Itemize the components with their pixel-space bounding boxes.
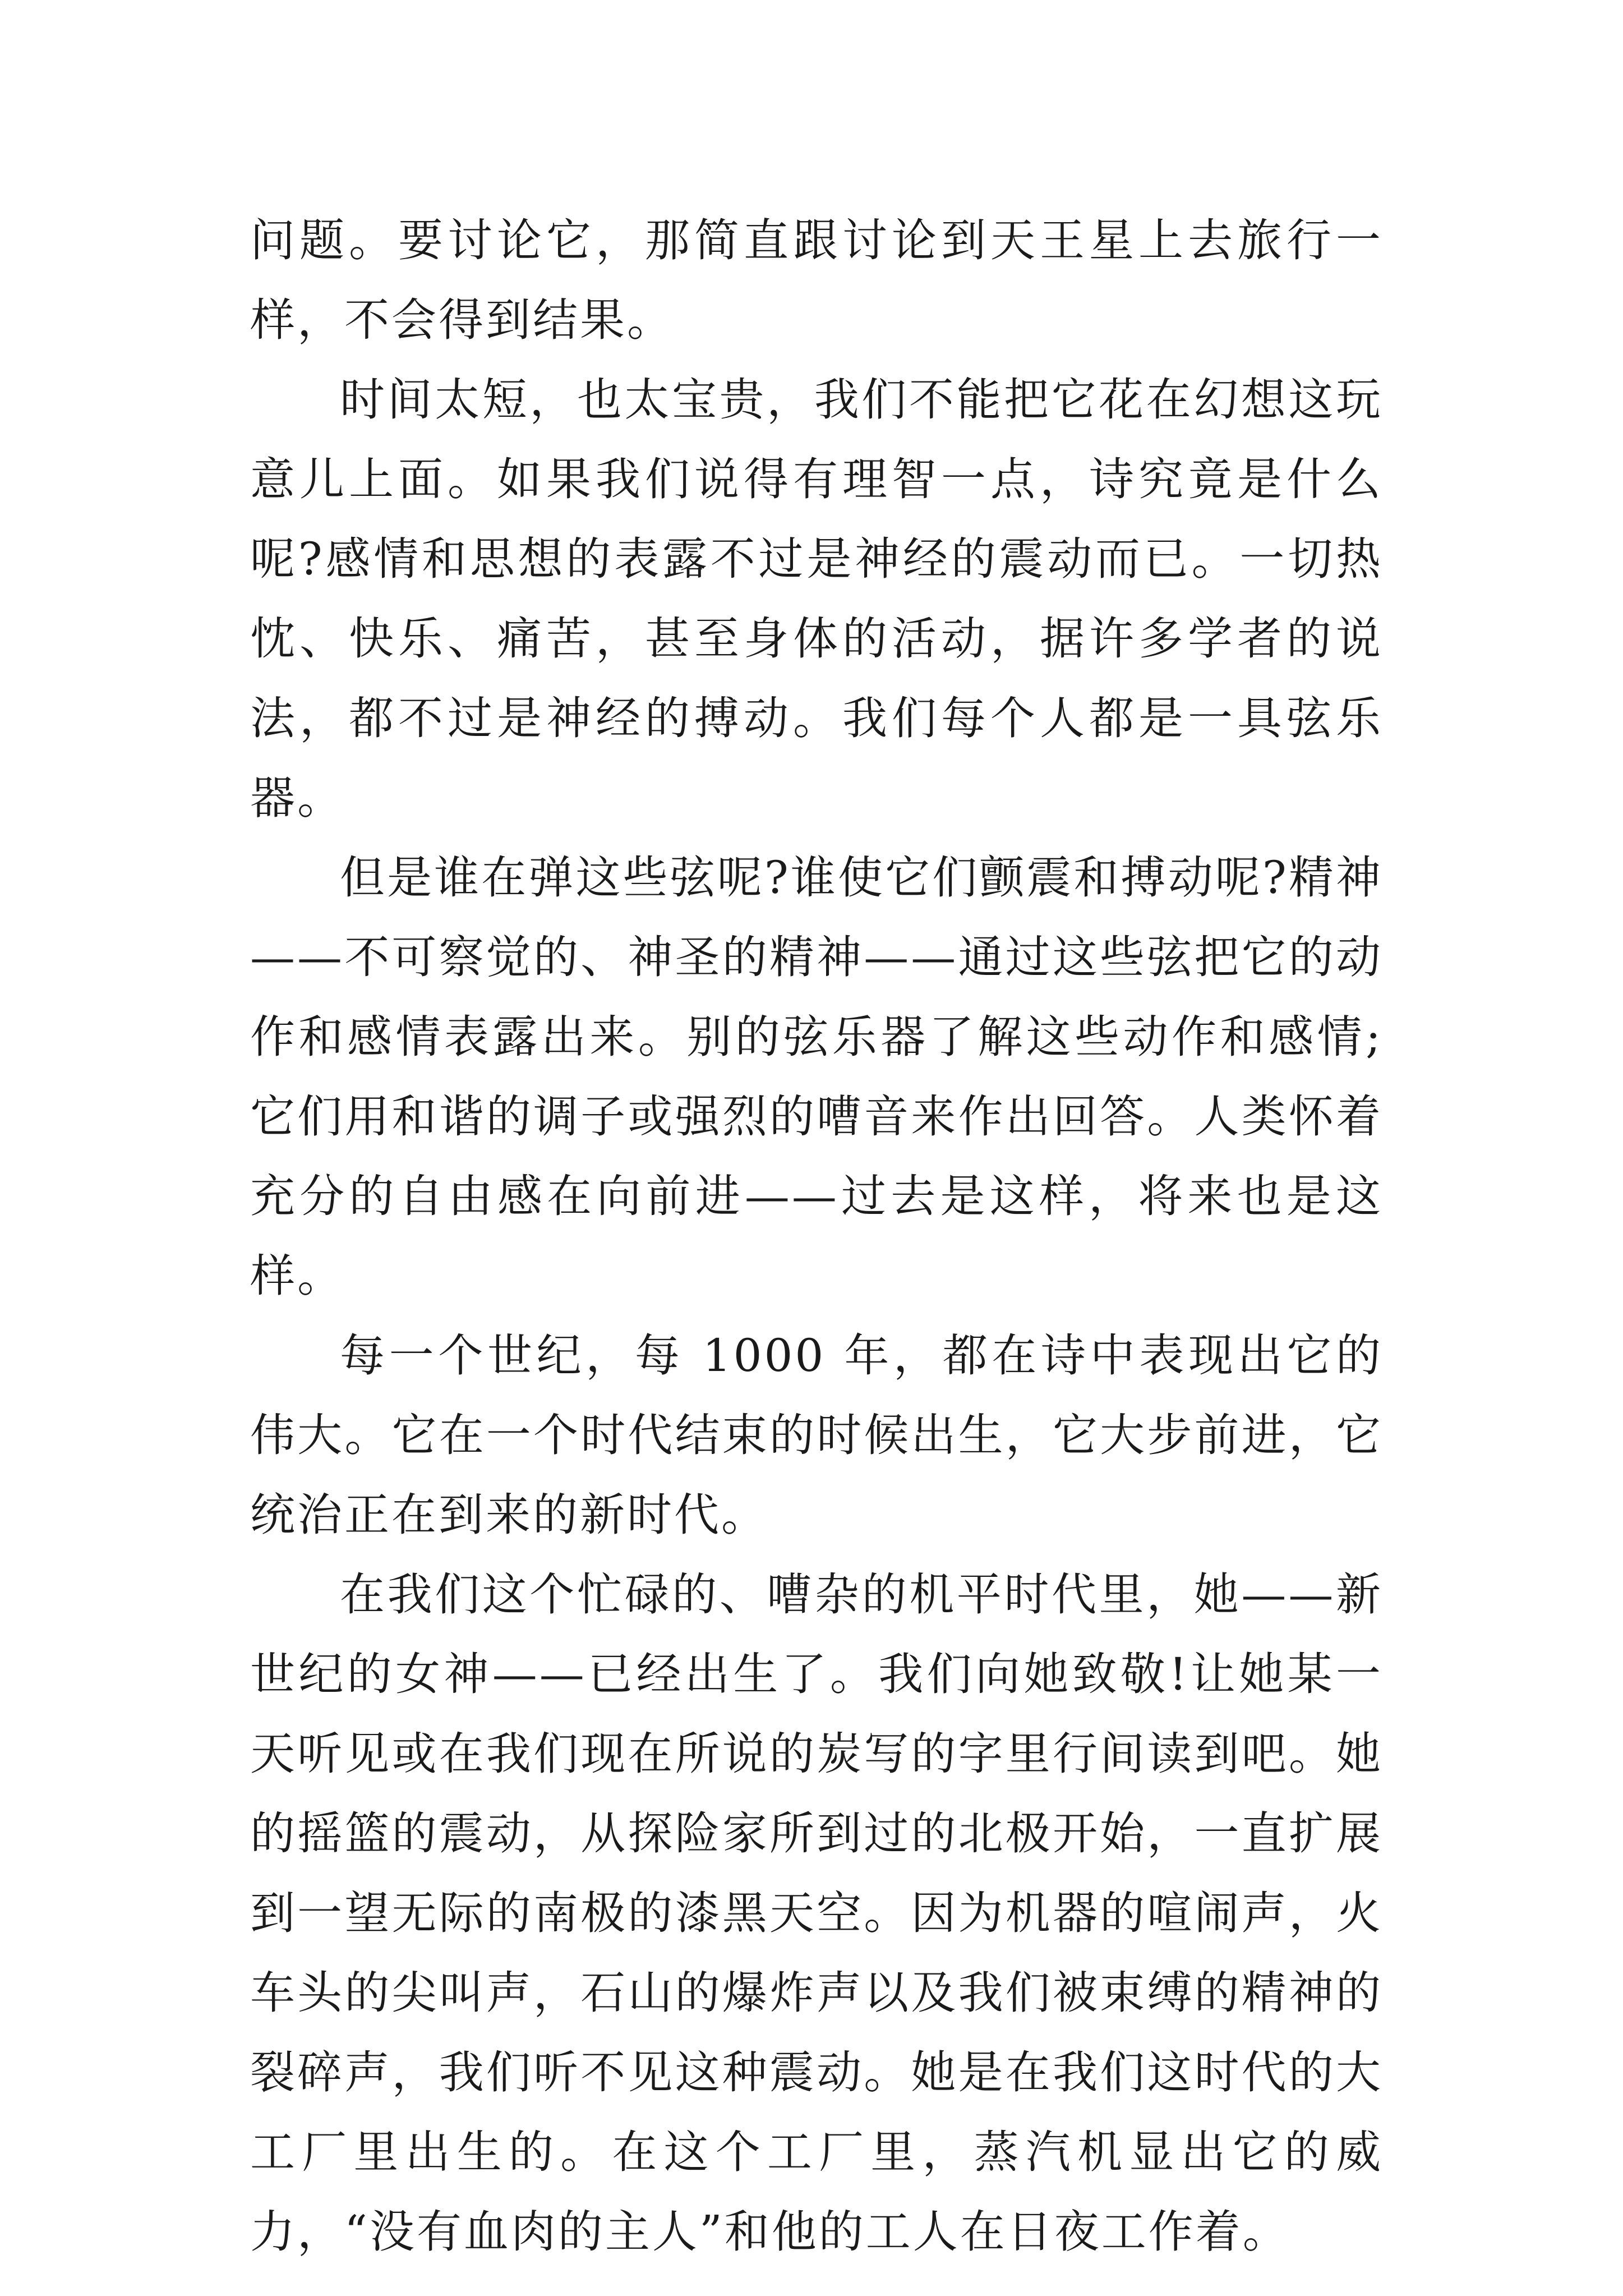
paragraph: 时间太短，也太宝贵，我们不能把它花在幻想这玩意儿上面。如果我们说得有理智一点，诗究竟是什么呢?感情和思想的表露不过是神经的震动而已。一切热忱、快乐、痛苦，甚至身体的活动，据许多学者的说法，都不过是神经的搏动。我们每个人都是一具弦乐器。 — [250, 374, 1383, 824]
paragraph-continued: 问题。要讨论它，那简直跟讨论到天王星上去旅行一样，不会得到结果。 — [250, 214, 1383, 346]
document-body — [250, 201, 1383, 2272]
paragraph: 每一个世纪，每 1000 年，都在诗中表现出它的伟大。它在一个时代结束的时候出生，它大步前进，它统治正在到来的新时代。 — [250, 1329, 1383, 1541]
paragraph: 在我们这个忙碌的、嘈杂的机平时代里，她——新世纪的女神——已经出生了。我们向她致敬!让她某一天听见或在我们现在所说的炭写的字里行间读到吧。她的摇篮的震动，从探险家所到过的北极开始，一直扩展到一望无际的南极的漆黑天空。因为机器的喧闹声，火车头的尖叫声，石山的爆炸声以及我们被束缚的精神的裂碎声，我们听不见这种震动。她是在我们这时代的大工厂里出生的。在这个工厂里，蒸汽机显出它的威力，“没有血肉的主人”和他的工人在日夜工作着。 — [250, 1568, 1383, 2258]
paragraph: 但是谁在弹这些弦呢?谁使它们颤震和搏动呢?精神——不可察觉的、神圣的精神——通过这些弦把它的动作和感情表露出来。别的弦乐器了解这些动作和感情;它们用和谐的调子或强烈的嘈音来作出回答。人类怀着充分的自由感在向前进——过去是这样，将来也是这样。 — [250, 852, 1383, 1302]
